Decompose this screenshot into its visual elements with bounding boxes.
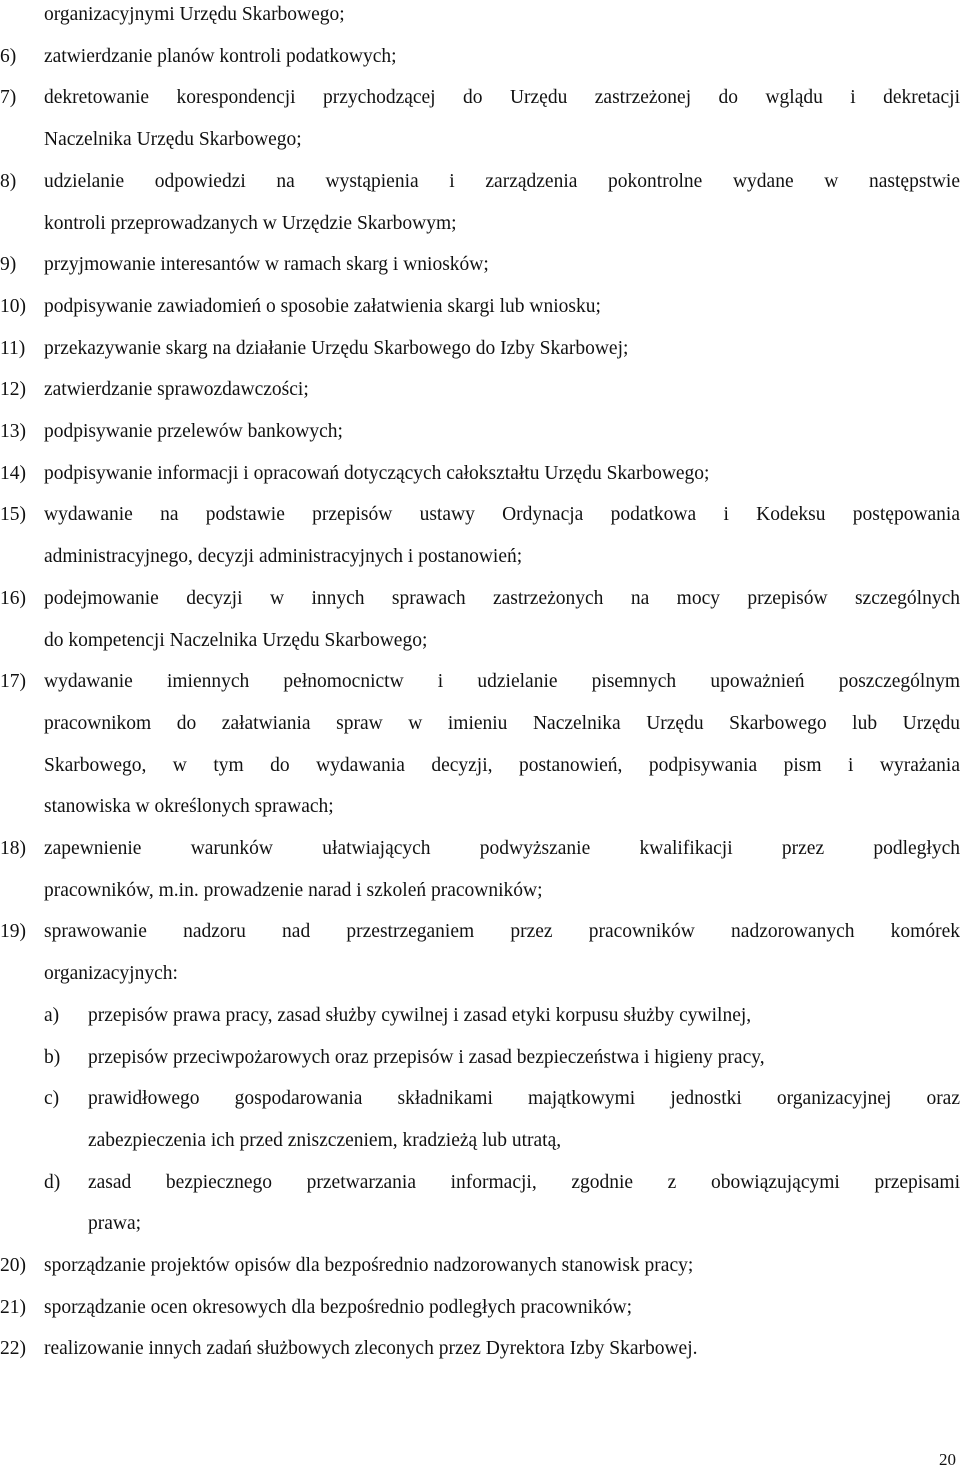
item-text: podpisywanie zawiadomień o sposobie załatwienia skargi lub wniosku; <box>44 295 601 317</box>
text-line <box>0 209 960 239</box>
sub-item-letter: d) <box>44 1171 61 1193</box>
text-line <box>0 667 960 697</box>
item-number: 10) <box>0 295 26 317</box>
text-line <box>0 459 960 489</box>
item-number: 12) <box>0 379 26 401</box>
text-line <box>0 417 960 447</box>
text-line <box>0 42 960 72</box>
text-line <box>0 0 960 30</box>
item-text: administracyjnego, decyzji administracyjnych i postanowień; <box>44 546 523 568</box>
sub-item-text: przepisów przeciwpożarowych oraz przepisów i zasad bezpieczeństwa i higieny pracy, <box>88 1046 765 1068</box>
item-text: organizacyjnych: <box>44 963 178 985</box>
item-number: 9) <box>0 254 17 276</box>
item-text: stanowiska w określonych sprawach; <box>44 796 334 818</box>
sub-item-letter: c) <box>44 1088 60 1110</box>
sub-item-text: przepisów prawa pracy, zasad służby cywilnej i zasad etyki korpusu służby cywilnej, <box>88 1004 752 1026</box>
item-number: 14) <box>0 462 26 484</box>
text-line <box>0 917 960 947</box>
item-number: 7) <box>0 87 17 109</box>
text-line <box>0 542 960 572</box>
item-text: organizacyjnymi Urzędu Skarbowego; <box>44 4 345 25</box>
item-text: sprawowanie nadzoru nad przestrzeganiem przez pracowników nadzorowanych komórek <box>44 921 960 943</box>
text-line <box>0 1084 960 1114</box>
item-text: przekazywanie skarg na działanie Urzędu Skarbowego do Izby Skarbowej; <box>44 337 629 359</box>
item-number: 13) <box>0 421 26 442</box>
item-text: sporządzanie ocen okresowych dla bezpośrednio podległych pracowników; <box>44 1296 633 1318</box>
text-line <box>0 1334 960 1364</box>
item-text: wydawanie na podstawie przepisów ustawy Ordynacja podatkowa i Kodeksu postępowania <box>44 504 960 526</box>
item-number: 22) <box>0 1338 26 1360</box>
sub-item-text: zabezpieczenia ich przed zniszczeniem, kradzieżą lub utratą, <box>88 1129 562 1151</box>
item-text: przyjmowanie interesantów w ramach skarg i wniosków; <box>44 254 489 276</box>
text-line <box>0 334 960 364</box>
text-line <box>0 375 960 405</box>
item-text: Skarbowego, w tym do wydawania decyzji, postanowień, podpisywania pism i wyrażania <box>44 754 960 776</box>
text-line <box>0 1293 960 1323</box>
item-text: pracowników, m.in. prowadzenie narad i szkoleń pracowników; <box>44 879 543 901</box>
text-line <box>0 959 960 989</box>
sub-item-letter: a) <box>44 1004 60 1026</box>
text-line <box>0 834 960 864</box>
item-text: podpisywanie przelewów bankowych; <box>44 421 343 442</box>
text-line <box>0 792 960 822</box>
sub-item-text: prawidłowego gospodarowania składnikami majątkowymi jednostki organizacyjnej oraz <box>88 1088 960 1110</box>
page-number: 20 <box>939 1450 956 1469</box>
text-line <box>0 709 960 739</box>
item-text: sporządzanie projektów opisów dla bezpośrednio nadzorowanych stanowisk pracy; <box>44 1255 694 1276</box>
sub-item-text: zasad bezpiecznego przetwarzania informacji, zgodnie z obowiązującymi przepisami <box>88 1171 960 1193</box>
text-line <box>0 1126 960 1156</box>
item-text: zatwierdzanie planów kontroli podatkowych; <box>44 45 397 67</box>
text-line <box>0 876 960 906</box>
text-line <box>0 292 960 322</box>
text-line <box>0 626 960 656</box>
text-line <box>0 1043 960 1073</box>
item-text: dekretowanie korespondencji przychodzącej do Urzędu zastrzeżonej do wglądu i dekretacji <box>44 87 960 109</box>
item-number: 21) <box>0 1296 26 1318</box>
item-text: podpisywanie informacji i opracowań dotyczących całokształtu Urzędu Skarbowego; <box>44 462 710 484</box>
item-number: 11) <box>0 337 26 359</box>
item-text: udzielanie odpowiedzi na wystąpienia i zarządzenia pokontrolne wydane w następstwie <box>44 170 960 192</box>
item-text: wydawanie imiennych pełnomocnictw i udzielanie pisemnych upoważnień poszczególnym <box>44 671 960 693</box>
item-text: zapewnienie warunków ułatwiających podwyższanie kwalifikacji przez podległych <box>44 838 960 859</box>
text-line <box>0 751 960 781</box>
item-text: realizowanie innych zadań służbowych zleconych przez Dyrektora Izby Skarbowej. <box>44 1338 698 1360</box>
item-number: 18) <box>0 838 26 859</box>
text-line <box>0 500 960 530</box>
text-line <box>0 250 960 280</box>
text-line <box>0 1001 960 1031</box>
item-number: 15) <box>0 504 26 526</box>
item-number: 8) <box>0 170 17 192</box>
text-line <box>0 1168 960 1198</box>
item-number: 6) <box>0 45 17 67</box>
item-number: 16) <box>0 587 26 609</box>
sub-item-letter: b) <box>44 1046 61 1068</box>
item-number: 20) <box>0 1255 26 1276</box>
sub-item-text: prawa; <box>88 1213 142 1235</box>
item-text: Naczelnika Urzędu Skarbowego; <box>44 129 302 151</box>
text-line <box>0 83 960 113</box>
item-number: 19) <box>0 921 26 943</box>
text-line <box>0 1209 960 1239</box>
text-line <box>0 1251 960 1281</box>
text-line <box>0 167 960 197</box>
item-text: kontroli przeprowadzanych w Urzędzie Skarbowym; <box>44 212 457 234</box>
item-text: do kompetencji Naczelnika Urzędu Skarbowego; <box>44 629 428 651</box>
item-text: podejmowanie decyzji w innych sprawach zastrzeżonych na mocy przepisów szczególnych <box>44 587 960 609</box>
item-text: zatwierdzanie sprawozdawczości; <box>44 379 309 401</box>
item-number: 17) <box>0 671 26 693</box>
text-line <box>0 125 960 155</box>
item-text: pracownikom do załatwiania spraw w imieniu Naczelnika Urzędu Skarbowego lub Urzędu <box>44 712 960 734</box>
text-line <box>0 584 960 614</box>
